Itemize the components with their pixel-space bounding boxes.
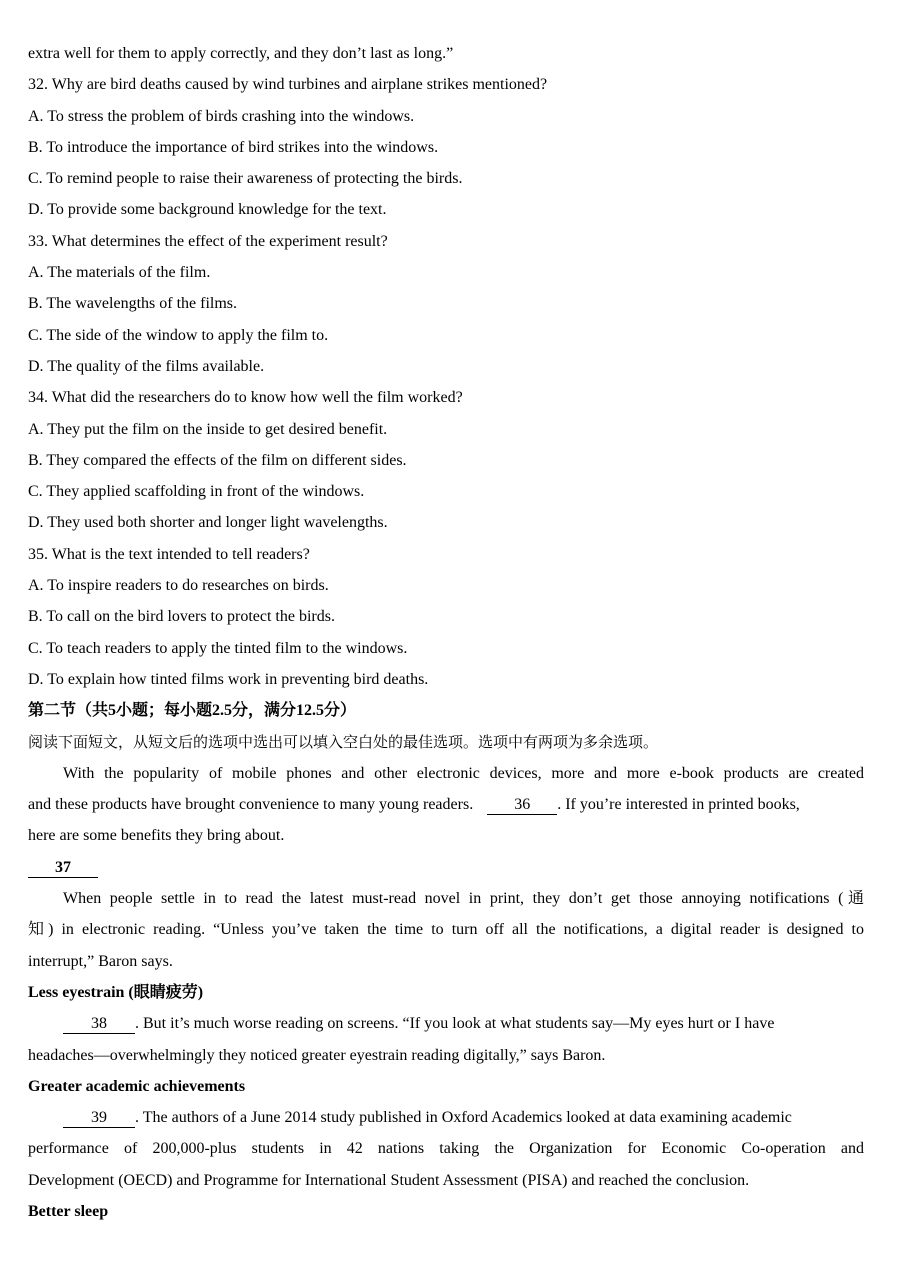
paragraph-2-line-1: When people settle in to read the latest must-read novel in print, they don’t get those annoying notifications (通 [63,890,864,908]
question-33-stem: 33. What determines the effect of the experiment result? [28,232,388,250]
question-34-option-d: D. They used both shorter and longer light wavelengths. [28,514,388,532]
question-34-option-b: B. They compared the effects of the film on different sides. [28,451,407,469]
section-2-instruction: 阅读下面短文，从短文后的选项中选出可以填入空白处的最佳选项。选项中有两项为多余选项。 [28,732,659,751]
question-32-option-b: B. To introduce the importance of bird strikes into the windows. [28,138,439,156]
blank-39: 39 [63,1109,135,1128]
paragraph-3-text: . But it’s much worse reading on screens. “If you look at what students say—My eyes hurt or I have [135,1015,775,1033]
heading-greater-academic-achievements: Greater academic achievements [28,1077,246,1095]
blank-38: 38 [63,1015,135,1034]
paragraph-1-text-b: . If you’re interested in printed books, [557,796,800,814]
question-32-option-c: C. To remind people to raise their awareness of protecting the birds. [28,170,463,188]
question-35-option-a: A. To inspire readers to do researches on birds. [28,577,329,595]
question-34-option-a: A. They put the film on the inside to get desired benefit. [28,420,388,438]
paragraph-4-line-3: Development (OECD) and Programme for International Student Assessment (PISA) and reached the conclusion. [28,1171,750,1189]
question-32-option-d: D. To provide some background knowledge for the text. [28,201,387,219]
question-34-stem: 34. What did the researchers do to know how well the film worked? [28,389,463,407]
question-35-option-d: D. To explain how tinted films work in preventing bird deaths. [28,670,429,688]
question-33-option-b: B. The wavelengths of the films. [28,295,237,313]
section-2-heading: 第二节（共5小题；每小题2.5分，满分12.5分） [28,702,357,720]
paragraph-3-line-2: headaches—overwhelmingly they noticed greater eyestrain reading digitally,” says Baron. [28,1046,606,1064]
paragraph-4-text: . The authors of a June 2014 study published in Oxford Academics looked at data examining academic [135,1109,792,1127]
heading-less-eyestrain: Less eyestrain (眼睛疲劳) [28,983,204,1001]
question-35-option-b: B. To call on the bird lovers to protect the birds. [28,608,335,626]
blank-37: 37 [28,859,98,878]
question-33-option-d: D. The quality of the films available. [28,357,265,375]
blank-36: 36 [487,796,557,815]
paragraph-4-line-2: performance of 200,000-plus students in 42 nations taking the Organization for Economic Co-operation and [28,1140,864,1158]
question-33-option-a: A. The materials of the film. [28,264,211,282]
paragraph-3-line-1 [28,1008,864,1039]
question-34-option-c: C. They applied scaffolding in front of the windows. [28,483,365,501]
paragraph-2-line-2: 知) in electronic reading. “Unless you’ve taken the time to turn off all the notifications, a digital reader is designed to [28,921,864,939]
paragraph-1-text-a: and these products have brought convenience to many young readers. [28,796,474,814]
question-32-option-a: A. To stress the problem of birds crashing into the windows. [28,107,415,125]
paragraph-2-line-3: interrupt,” Baron says. [28,952,173,970]
exam-page [28,38,864,1227]
paragraph-1-line-2 [28,789,864,820]
passage-tail: extra well for them to apply correctly, and they don’t last as long.” [28,45,454,62]
question-32-stem: 32. Why are bird deaths caused by wind turbines and airplane strikes mentioned? [28,76,548,94]
heading-better-sleep: Better sleep [28,1202,109,1220]
question-35-stem: 35. What is the text intended to tell readers? [28,545,310,563]
paragraph-4-line-1 [28,1102,864,1133]
paragraph-1-line-3: here are some benefits they bring about. [28,827,285,845]
blank-37-line [28,852,864,883]
paragraph-1-line-1: With the popularity of mobile phones and other electronic devices, more and more e-book products are created [63,764,864,782]
question-35-option-c: C. To teach readers to apply the tinted film to the windows. [28,639,408,657]
question-33-option-c: C. The side of the window to apply the film to. [28,326,329,344]
